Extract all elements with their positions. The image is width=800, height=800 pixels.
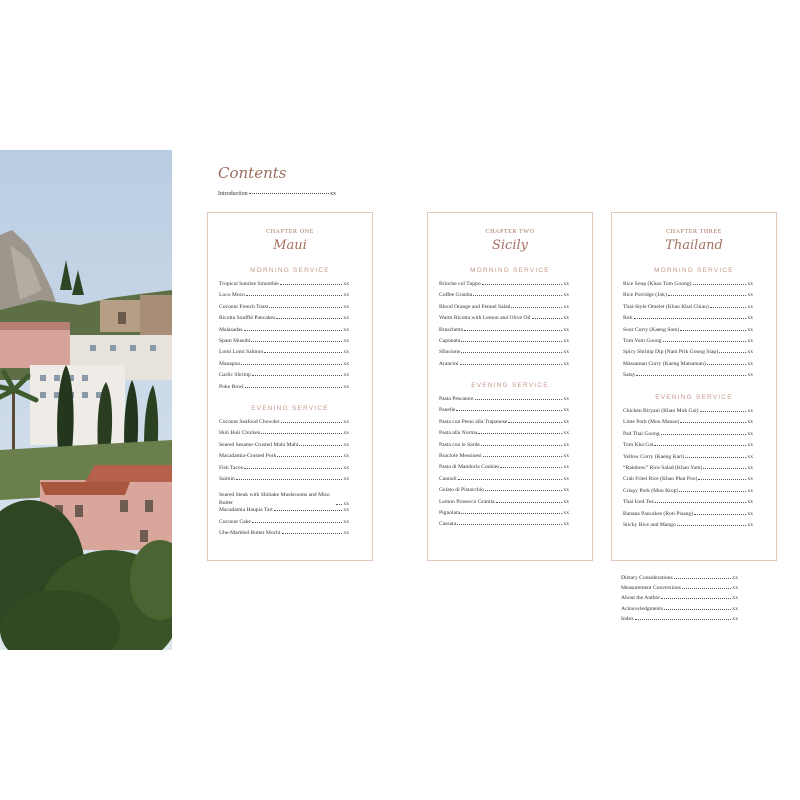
leader-dots [252,522,343,523]
toc-page-number: xx [747,464,753,471]
toc-entry-label: Roti [623,315,633,322]
toc-entry[interactable] [623,511,753,522]
toc-page-number: xx [563,360,569,367]
toc-entry-label: Brioche col Tuppo [439,281,481,287]
toc-entry[interactable] [621,575,738,585]
leader-dots [461,341,562,342]
toc-page-number: xx [732,575,738,581]
leader-dots [264,352,342,353]
toc-entry-label: Seared Sesame-Crusted Mahi Mahi [219,441,299,448]
toc-entry[interactable] [219,419,349,430]
chapter-title: Maui [273,238,307,253]
toc-entry[interactable] [623,431,753,442]
toc-entry-label: Sticky Rice and Mango [623,521,676,528]
toc-entry[interactable] [439,281,569,292]
leader-dots [664,609,731,610]
toc-page-number: xx [747,349,753,356]
leader-dots [276,318,342,319]
toc-entry[interactable] [439,349,569,360]
toc-page-number: xx [343,326,349,333]
toc-entry[interactable] [623,476,753,487]
toc-page-number: xx [343,530,349,537]
toc-page-number: xx [747,326,753,333]
leader-dots [663,341,747,342]
toc-entry-label: Cassata [439,521,457,528]
toc-entry-label: Macadamia Haupia Tart [219,507,273,514]
toc-entry[interactable] [219,372,349,383]
toc-entry-label: Blood Orange and Fennel Salad [439,303,511,310]
toc-entry-label: Yellow Curry (Kaeng Kari) [623,453,685,460]
recipe-list [623,281,753,384]
toc-page-number: xx [747,315,753,322]
leader-dots [508,422,562,423]
recipe-list [219,281,349,395]
toc-entry[interactable] [439,487,569,498]
leader-dots [249,193,329,194]
toc-entry[interactable] [439,407,569,418]
leader-dots [703,468,746,469]
toc-entry-label: Coconut French Toast [219,303,269,310]
leader-dots [236,479,343,480]
leader-dots [677,525,747,526]
toc-page-number: xx [732,595,738,602]
toc-entry[interactable] [439,453,569,464]
toc-entry[interactable] [219,453,349,464]
toc-page-number: xx [747,487,753,494]
recipe-list [439,281,569,372]
toc-entry[interactable] [439,419,569,430]
leader-dots [483,456,563,457]
toc-page-number: xx [747,521,753,528]
leader-dots [458,479,563,480]
chapter-two-panel [427,212,593,561]
leader-dots [635,619,732,620]
toc-entry[interactable] [219,315,349,326]
toc-entry-label: Arancini [439,360,459,367]
chapter-title: Thailand [665,238,723,253]
toc-entry-label: “Rainbow” Rice Salad (Khao Yam) [623,464,703,471]
leader-dots [461,352,562,353]
toc-page-number: xx [563,281,569,287]
toc-page-number: xx [563,521,569,528]
leader-dots [693,284,747,285]
toc-page-number: xx [343,441,349,448]
toc-entry[interactable] [439,361,569,372]
toc-page-number: xx [343,303,349,310]
leader-dots [655,502,747,503]
toc-page-number: xx [732,605,738,612]
chapter-label: CHAPTER TWO [485,229,535,235]
leader-dots [698,479,746,480]
toc-page-number: xx [563,315,569,322]
toc-page-number: xx [563,464,569,471]
toc-page-number: xx [563,452,569,459]
toc-entry[interactable] [219,507,349,518]
leader-dots [674,578,732,579]
toc-page-number: xx [343,507,349,514]
leader-dots [464,330,562,331]
toc-entry[interactable] [623,304,753,315]
toc-entry[interactable] [439,304,569,315]
toc-page-number: xx [563,487,569,494]
leader-dots [679,491,746,492]
leader-dots [244,330,343,331]
leader-dots [496,502,563,503]
toc-entry[interactable] [219,304,349,315]
toc-entry[interactable] [623,327,753,338]
toc-entry-label: About the Author [621,595,661,602]
leader-dots [707,364,747,365]
recipe-list [439,396,569,533]
toc-entry-introduction[interactable] [218,191,336,197]
leader-dots [277,456,342,457]
leader-dots [261,433,342,434]
chapter-label: CHAPTER ONE [266,229,314,235]
toc-entry[interactable] [623,281,753,292]
leader-dots [481,445,563,446]
leader-dots [500,467,562,468]
leader-dots [634,318,747,319]
toc-page-number: xx [330,191,336,197]
toc-page-number: xx [343,383,349,390]
leader-dots [460,364,563,365]
leader-dots [475,399,563,400]
toc-page-number: xx [563,326,569,333]
toc-entry[interactable] [439,464,569,475]
toc-entry-label: Coconut Cake [219,518,251,525]
leader-dots [252,375,343,376]
toc-entry[interactable] [219,349,349,360]
toc-entry-label: Measurement Conversions [621,585,681,592]
toc-entry[interactable] [439,499,569,510]
toc-page-number: xx [563,303,569,310]
chapter-title: Sicily [491,238,528,253]
leader-dots [473,295,562,296]
leader-dots [668,295,747,296]
toc-entry-label: Pasta con le Sarde [439,441,480,448]
toc-entry[interactable] [623,454,753,465]
toc-entry-label: Coffee Granita [439,292,473,299]
toc-entry[interactable] [623,522,753,533]
toc-entry-label: Thai-Style Omelet (Khao Khai Chiao) [623,303,709,310]
toc-page-number: xx [343,464,349,471]
toc-entry[interactable] [439,292,569,303]
toc-entry[interactable] [623,442,753,453]
toc-entry[interactable] [623,419,753,430]
leader-dots [680,330,746,331]
toc-page-number: xx [563,441,569,448]
toc-entry[interactable] [621,616,738,626]
toc-page-number: xx [563,292,569,299]
section-heading-morning: MORNING SERVICE [654,267,734,274]
section-heading-evening: EVENING SERVICE [471,382,549,389]
toc-entry[interactable] [219,519,349,530]
toc-entry[interactable] [623,499,753,510]
toc-entry-label: Spicy Shrimp Dip (Nam Prik Goong Siap) [623,349,719,356]
toc-entry-label: Ube-Marbled Butter Mochi [219,530,281,537]
toc-entry-label: Massaman Curry (Kaeng Matsaman) [623,360,706,367]
toc-entry-label: Thai Iced Tea [623,499,654,506]
toc-entry-label: Pasta di Mandorla Cookies [439,464,500,471]
leader-dots [282,533,343,534]
toc-entry-label: Pasta con Pesto alla Trapanese [439,418,508,425]
toc-entry-label: Poke Bowl [219,383,244,390]
toc-entry-label: Tom Kha Gai [623,442,654,449]
leader-dots [244,468,343,469]
toc-page-number: xx [732,585,738,592]
toc-entry-label: Saimin [219,475,235,482]
toc-entry-label: Malasadas [219,326,243,333]
toc-entry[interactable] [623,372,753,383]
toc-page-number: xx [747,372,753,379]
toc-entry-label: Gelato di Pistacchio [439,487,485,494]
toc-entry-label: Index [621,615,634,622]
toc-entry[interactable] [621,606,738,616]
section-heading-morning: MORNING SERVICE [250,267,330,274]
leader-dots [661,434,747,435]
toc-entry[interactable] [439,396,569,407]
toc-entry-label: Lime Pork (Moo Manao) [623,419,680,426]
section-heading-evening: EVENING SERVICE [251,405,329,412]
toc-entry-label: Chicken Biryani (Khao Mok Gai) [623,408,699,414]
toc-entry-label: Lomi Lomi Salmon [219,349,264,356]
toc-entry-label: Sfincione [439,349,461,356]
toc-entry-label: Dietary Considerations [621,575,673,581]
toc-page-number: xx [747,360,753,367]
toc-page-number: xx [747,337,753,344]
toc-page-number: xx [747,419,753,426]
toc-entry-label: Manapua [219,360,240,367]
toc-entry[interactable] [219,327,349,338]
toc-entry-label: Pad Thai Goong [623,430,660,437]
toc-page-number: xx [563,498,569,505]
toc-page-number: xx [343,337,349,344]
toc-entry[interactable] [623,338,753,349]
toc-entry[interactable] [623,349,753,360]
toc-entry-label: Seared Steak with Shiitake Mushrooms and Miso Butter [219,492,330,507]
toc-page-number: xx [747,292,753,299]
toc-entry-label: Satay [623,372,636,379]
toc-entry[interactable] [623,292,753,303]
toc-entry[interactable] [219,430,349,441]
section-heading-morning: MORNING SERVICE [470,267,550,274]
leader-dots [280,284,343,285]
chapter-label: CHAPTER THREE [666,229,722,235]
toc-page-number: xx [747,408,753,414]
toc-entry-label: Crab Fried Rice (Khao Phat Poo) [623,476,698,483]
toc-entry-label: Introduction [218,191,248,197]
toc-entry-label: Bruschetta [439,326,463,333]
toc-page-number: xx [747,476,753,483]
leader-dots [456,410,562,411]
recipe-list [623,408,753,533]
leader-dots [461,513,562,514]
leader-dots [478,433,562,434]
toc-entry-label: Sour Curry (Kaeng Som) [623,326,680,333]
toc-entry[interactable] [623,488,753,499]
toc-entry[interactable] [219,465,349,476]
toc-entry[interactable] [439,442,569,453]
toc-entry[interactable] [219,487,349,507]
toc-entry-label: Loco Moco [219,292,245,299]
contents-heading: Contents [218,164,287,182]
toc-page-number: xx [343,292,349,299]
back-matter-list [621,575,738,626]
toc-entry-label: Garlic Shrimp [219,372,251,379]
toc-entry-label: Spam Musubi [219,337,251,344]
toc-entry-label: Cannoli [439,475,457,482]
toc-page-number: xx [343,315,349,322]
toc-page-number: xx [563,349,569,356]
leader-dots [336,504,342,505]
leader-dots [636,375,746,376]
toc-page-number: xx [343,518,349,525]
leader-dots [694,514,746,515]
toc-entry-label: Coconut Seafood Chowder [219,419,280,425]
toc-entry-label: Tropical Sunrise Smoothie [219,281,279,287]
leader-dots [682,588,732,589]
chapter-three-panel [611,212,777,561]
leader-dots [281,422,343,423]
leader-dots [685,457,746,458]
toc-entry[interactable] [623,315,753,326]
leader-dots [511,307,562,308]
toc-entry[interactable] [219,338,349,349]
toc-page-number: xx [747,442,753,449]
leader-dots [245,387,343,388]
leader-dots [532,318,563,319]
toc-entry-label: Fish Tacos [219,464,243,471]
toc-entry[interactable] [219,281,349,292]
toc-entry[interactable] [439,510,569,521]
toc-entry[interactable] [219,530,349,541]
leader-dots [710,307,747,308]
toc-page-number: xx [747,303,753,310]
toc-entry-label: Pasta Pescatore [439,396,474,402]
toc-entry[interactable] [621,595,738,605]
toc-entry-label: Ricotta Soufflé Pancakes [219,315,276,322]
toc-entry[interactable] [439,430,569,441]
recipe-list [219,419,349,542]
leader-dots [680,422,746,423]
toc-entry[interactable] [219,442,349,453]
toc-page-number: xx [343,349,349,356]
toc-page-number: xx [343,453,349,460]
toc-entry[interactable] [439,476,569,487]
toc-entry[interactable] [219,384,349,395]
section-heading-evening: EVENING SERVICE [655,394,733,401]
toc-page-number: xx [747,281,753,287]
toc-page-number: xx [343,501,349,508]
leader-dots [246,295,342,296]
toc-entry[interactable] [623,361,753,372]
toc-entry-label: Caponata [439,337,461,344]
toc-entry-label: Pasta alla Norma [439,430,478,437]
toc-page-number: xx [747,430,753,437]
leader-dots [719,352,746,353]
chapter-one-panel [207,212,373,561]
toc-entry-label: Rice Soup (Khao Tom Goong) [623,281,692,287]
toc-page-number: xx [563,407,569,414]
leader-dots [457,524,562,525]
toc-entry-label: Warm Ricotta with Lemon and Olive Oil [439,315,531,322]
toc-entry-label: Crispy Pork (Moo Krop) [623,487,679,494]
toc-entry[interactable] [439,338,569,349]
leader-dots [700,411,747,412]
toc-page-number: xx [563,418,569,425]
toc-page-number: xx [747,453,753,460]
toc-page-number: xx [747,499,753,506]
toc-entry-label: Huli Huli Chicken [219,430,261,437]
toc-entry-label: Macadamia-Crusted Pork [219,453,277,460]
leader-dots [485,490,562,491]
toc-entry-label: Lemon Prosecco Granita [439,498,495,505]
leader-dots [251,341,342,342]
toc-page-number: xx [343,419,349,425]
toc-page-number: xx [343,360,349,367]
leader-dots [241,364,343,365]
toc-page-number: xx [343,430,349,437]
leader-dots [299,445,342,446]
toc-entry[interactable] [219,361,349,372]
hillside-town-photo [0,150,172,650]
toc-page-number: xx [732,615,738,622]
toc-entry[interactable] [439,327,569,338]
leader-dots [654,445,746,446]
toc-entry[interactable] [219,292,349,303]
toc-entry-label: Banana Pancakes (Roti Pisang) [623,510,694,517]
toc-page-number: xx [343,475,349,482]
toc-page-number: xx [343,281,349,287]
toc-entry-label: Panelle [439,407,456,414]
leader-dots [661,598,731,599]
toc-entry[interactable] [219,476,349,487]
toc-entry[interactable] [623,465,753,476]
toc-page-number: xx [343,372,349,379]
toc-page-number: xx [563,430,569,437]
toc-entry-label: Rice Porridge (Jok) [623,292,667,299]
leader-dots [274,510,343,511]
toc-entry[interactable] [623,408,753,419]
toc-entry[interactable] [621,585,738,595]
toc-page-number: xx [747,510,753,517]
toc-entry[interactable] [439,521,569,532]
toc-page-number: xx [563,509,569,516]
toc-page-number: xx [563,396,569,402]
toc-entry-label: Pignolata [439,509,461,516]
toc-entry-label: Tom Yum Goong [623,337,662,344]
leader-dots [269,307,342,308]
leader-dots [482,284,563,285]
toc-page-number: xx [563,475,569,482]
toc-page-number: xx [563,337,569,344]
toc-entry-label: Braciole Messinesi [439,452,482,459]
toc-entry-label: Acknowledgments [621,605,663,612]
toc-entry[interactable] [439,315,569,326]
